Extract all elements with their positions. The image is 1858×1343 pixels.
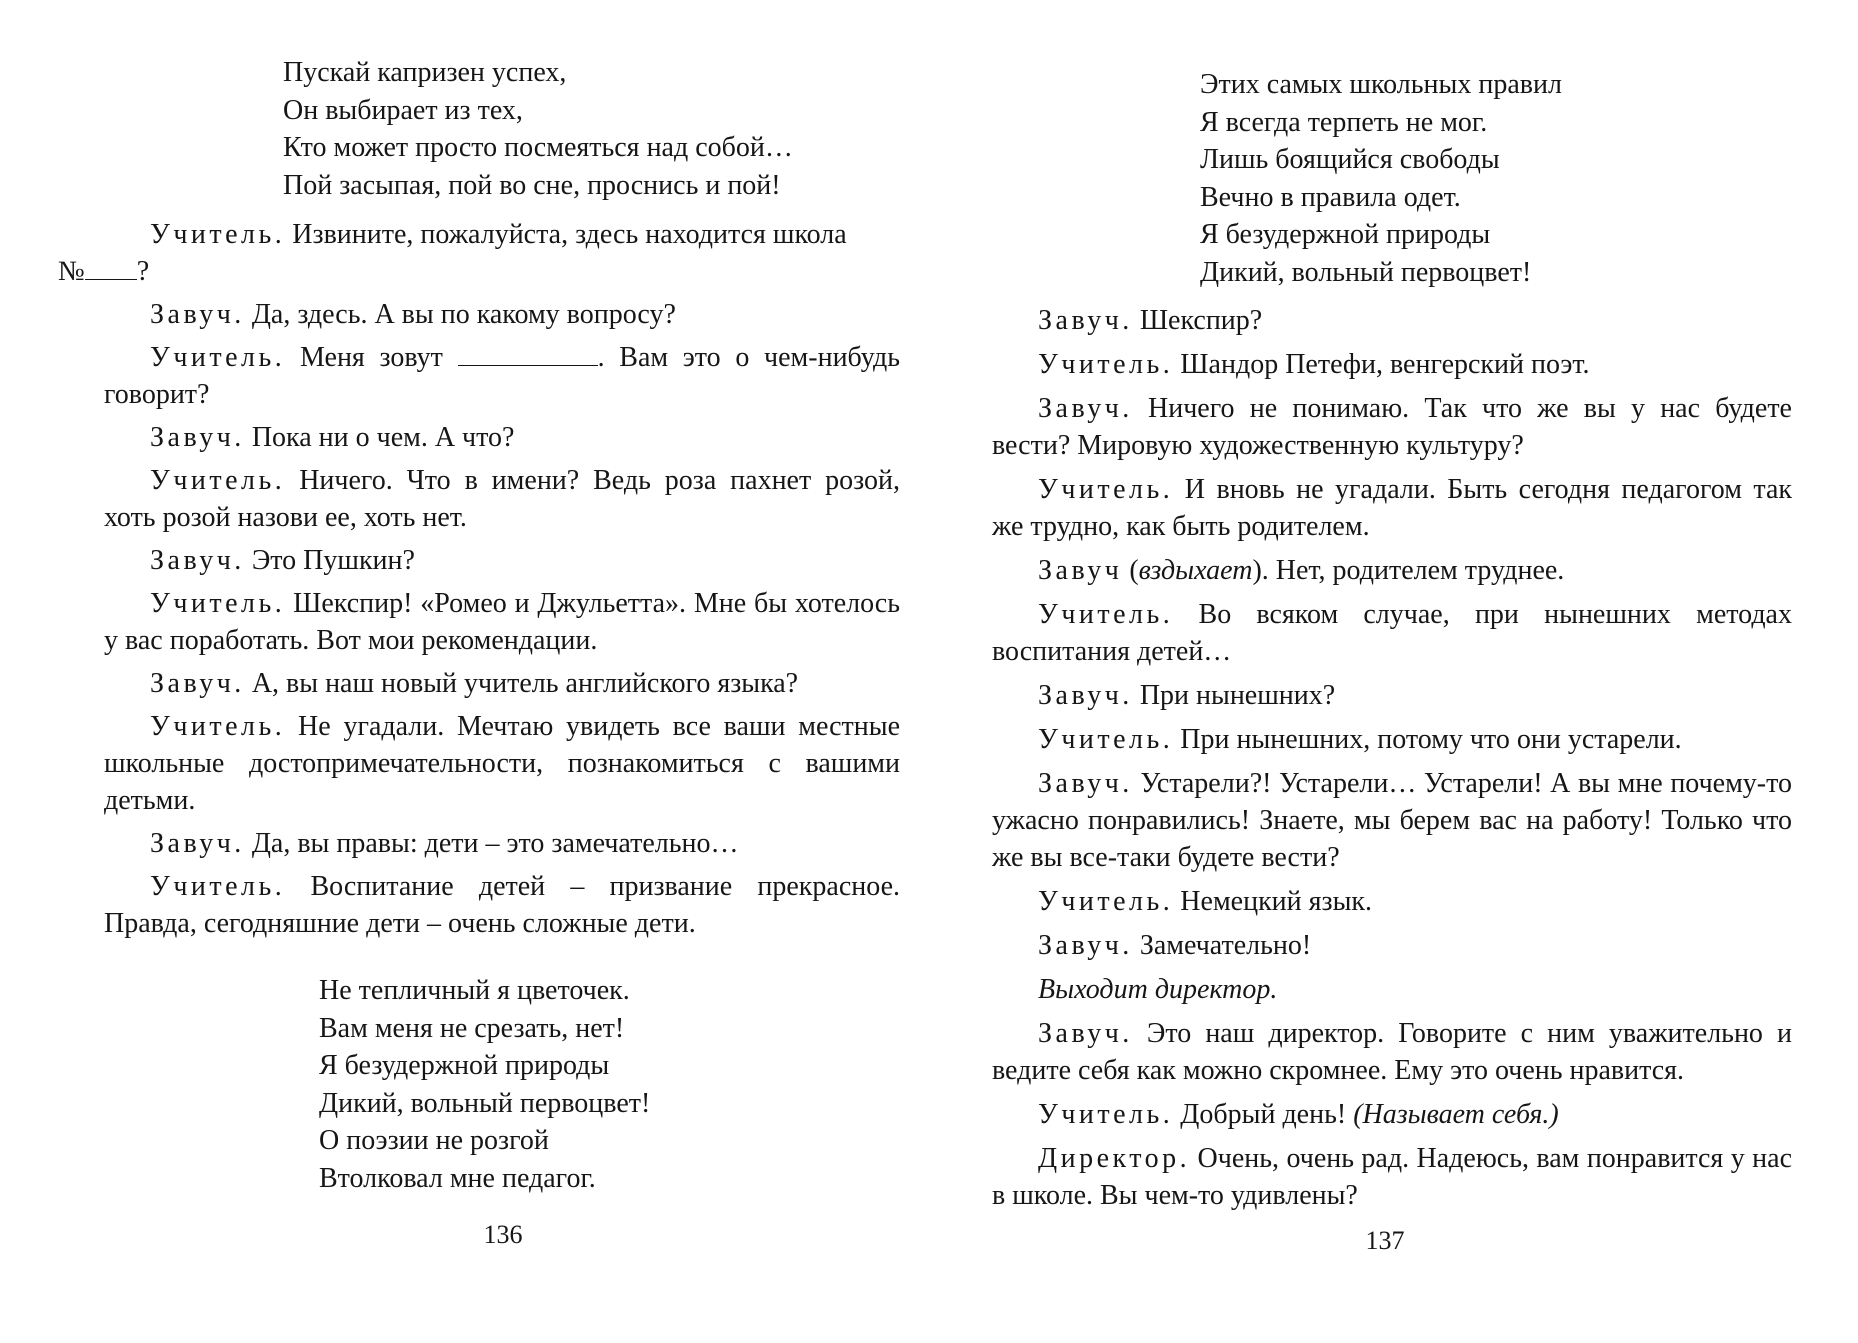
dialogue-paragraph [104,868,900,942]
dialogue-text: Не угадали. Мечтаю увидеть все ваши местные школьные достопримечательности, познакомиться с вашими детьми. [104,711,900,816]
speaker-name: Завуч. [1038,930,1133,961]
verse-line: Этих самых школьных правил [1200,69,1562,100]
speaker-name: Завуч. [150,668,245,699]
dialogue-paragraph [992,346,1792,383]
dialogue-paragraph [992,927,1792,964]
dialogue-paragraph: Завуч (вздыхает). Нет, родителем труднее. [1038,555,1565,586]
dialogue-block [992,302,1792,1214]
dialogue-paragraph [104,462,900,536]
verse-line: Пой засыпая, пой во сне, проснись и пой! [283,169,781,201]
dialogue-paragraph [992,1096,1792,1133]
dialogue-paragraph [992,1140,1792,1214]
dialogue-text: Да, вы правы: дети – это замечательно… [244,828,739,859]
verse-line: Дикий, вольный первоцвет! [1200,256,1532,288]
dialogue-text: Устарели?! Устарели… Устарели! А вы мне почему-то ужасно понравились! Знаете, мы берем вас на работу! Только что же вы все-таки будете вести? [992,768,1792,873]
blank-line [85,255,137,280]
dialogue-text: Это Пушкин? [244,545,415,576]
speaker-name: Завуч. [150,545,245,576]
dialogue-paragraph [992,765,1792,876]
dialogue-text: А, вы наш новый учитель английского языка? [244,668,799,699]
verse-line: Я всегда терпеть не мог. [1200,106,1488,138]
speaker-name: Завуч. [150,422,245,453]
dialogue-text: И вновь не угадали. Быть сегодня педагогом так же трудно, как быть родителем. [992,474,1792,542]
dialogue-text: Замечательно! [1132,930,1312,961]
dialogue-paragraph [992,302,1792,339]
dialogue-text: Очень, очень рад. Надеюсь, вам понравится у нас в школе. Вы чем-то удивлены? [992,1143,1792,1211]
verse-line: Не тепличный я цветочек. [319,975,630,1006]
dialogue-text: Немецкий язык. [1173,886,1373,917]
speaker-name: Завуч. [1038,393,1133,424]
speaker-name: Учитель. [1038,599,1174,630]
dialogue-paragraph [992,677,1792,714]
verse-stanza [319,972,650,1197]
dialogue-paragraph [104,825,900,862]
dialogue-paragraph [58,216,900,290]
speaker-name: Учитель. [1038,886,1174,917]
verse-line: Я безудержной природы [319,1050,610,1081]
speaker-name: Учитель. [1038,724,1174,755]
dialogue-text: ? [136,256,150,287]
verse-line: Он выбирает из тех, [283,94,523,126]
dialogue-text: ). Нет, родителем труднее. [1252,555,1565,586]
speaker-name: Учитель. [150,871,286,902]
speaker-name: Завуч [1038,555,1123,586]
verse-stanza [1200,66,1562,291]
dialogue-paragraph [992,1015,1792,1089]
dialogue-text: Меня зовут [285,342,458,373]
dialogue-text: При нынешних, потому что они устарели. [1173,724,1682,755]
dialogue-text: Добрый день! [1173,1099,1354,1130]
dialogue-text: . Вам это о чем-нибудь говорит? [104,342,900,410]
verse-line: Дикий, вольный первоцвет! [319,1087,651,1119]
dialogue-paragraph [104,339,900,413]
dialogue-paragraph [104,585,900,659]
dialogue-paragraph [992,883,1792,920]
speaker-name: Учитель. [150,219,286,250]
dialogue-text: Шекспир? [1132,305,1263,336]
speaker-name: Учитель. [150,342,286,373]
dialogue-text: Шандор Петефи, венгерский поэт. [1173,349,1590,380]
dialogue-paragraph [104,542,900,579]
dialogue-paragraph [992,596,1792,670]
speaker-name: Завуч. [150,828,245,859]
dialogue-text: При нынешних? [1132,680,1336,711]
dialogue-paragraph [992,721,1792,758]
dialogue-text: Это наш директор. Говорите с ним уважительно и ведите себя как можно скромнее. Ему это очень нравится. [992,1018,1792,1086]
dialogue-text: Ничего не понимаю. Так что же вы у нас будете вести? Мировую художественную культуру? [992,393,1792,461]
speaker-name: Учитель. [1038,1099,1174,1130]
verse-line: Кто может просто посмеяться над собой… [283,132,793,163]
verse-line: Лишь боящийся свободы [1200,144,1500,175]
stage-direction: Выходит директор. [1038,974,1278,1005]
verse-line: Я безудержной природы [1200,219,1491,250]
verse-line: Пускай капризен успех, [283,57,567,88]
dialogue-paragraph [104,419,900,456]
verse-line: О поэзии не розгой [319,1125,549,1156]
speaker-name: Завуч. [1038,305,1133,336]
page-number: 136 [483,1220,523,1249]
page-number: 137 [1365,1226,1405,1255]
verse-line: Втолковал мне педагог. [319,1162,596,1194]
dialogue-text: Извините, пожалуйста, здесь находится школа [285,219,847,250]
dialogue-text: Пока ни о чем. А что? [244,422,515,453]
dialogue-text: Во всяком случае, при нынешних методах воспитания детей… [992,599,1792,667]
dialogue-paragraph [992,471,1792,545]
speaker-name: Учитель. [150,711,286,742]
dialogue-paragraph [104,708,900,819]
dialogue-text: Воспитание детей – призвание прекрасное. Правда, сегодняшние дети – очень сложные дети. [104,871,900,939]
dialogue-block [58,216,900,942]
number-sign: № [58,256,85,287]
verse-line: Вечно в правила одет. [1200,181,1461,213]
verse-stanza [283,54,793,204]
dialogue-paragraph [104,296,900,333]
speaker-name: Директор. [1038,1143,1191,1174]
speaker-name: Учитель. [150,588,286,619]
blank-line [458,341,598,366]
dialogue-text: Шекспир! «Ромео и Джульетта». Мне бы хотелось у вас поработать. Вот мои рекомендации. [104,588,900,656]
dialogue-paragraph [104,665,900,702]
stage-remark: вздыхает [1138,555,1253,586]
speaker-name: Завуч. [1038,768,1133,799]
speaker-name: Учитель. [1038,349,1174,380]
right-page [929,0,1858,1343]
speaker-name: Завуч. [1038,1018,1133,1049]
dialogue-text: Да, здесь. А вы по какому вопросу? [244,299,676,330]
speaker-name: Завуч. [1038,680,1133,711]
dialogue-text: Ничего. Что в имени? Ведь роза пахнет розой, хоть розой назови ее, хоть нет. [104,465,900,533]
verse-line: Вам меня не срезать, нет! [319,1012,625,1044]
stage-remark: (Называет себя.) [1353,1099,1559,1130]
speaker-name: Учитель. [150,465,286,496]
dialogue-paragraph [992,390,1792,464]
speaker-name: Учитель. [1038,474,1174,505]
speaker-name: Завуч. [150,299,245,330]
